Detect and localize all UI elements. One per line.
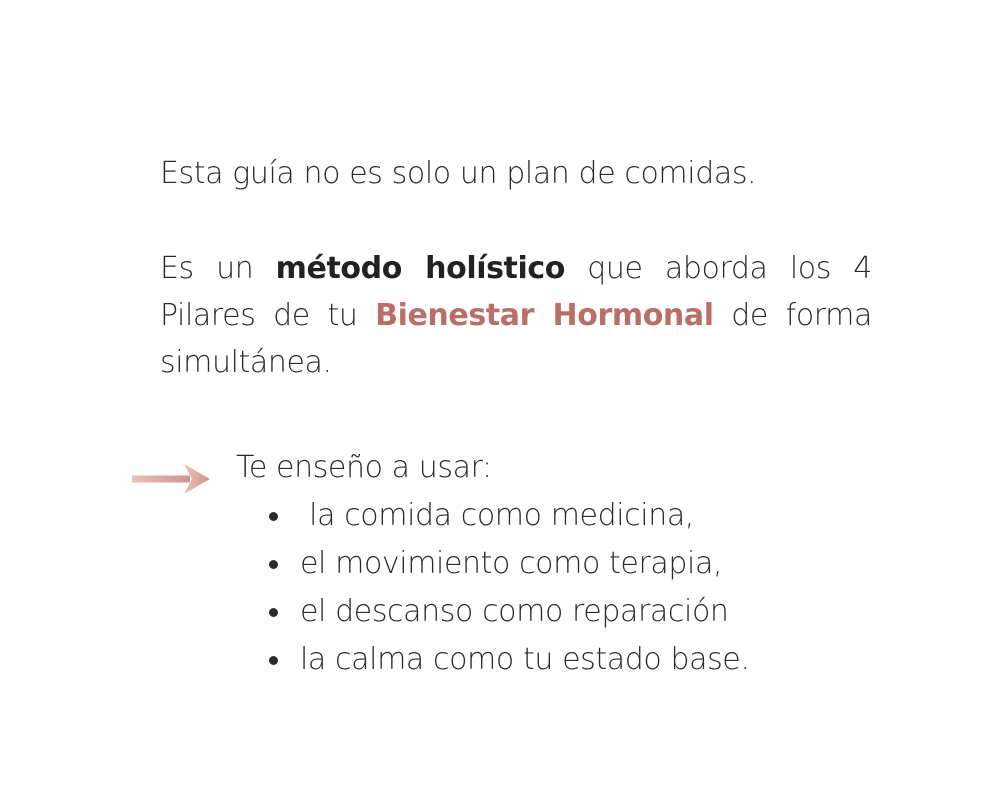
list-item-text: la calma como tu estado base. <box>300 642 750 677</box>
method-text-2: que aborda los 4 Pilares de tu <box>160 251 872 333</box>
teach-list <box>236 492 836 684</box>
bullet-icon <box>269 656 278 665</box>
list-item-text: la comida como medicina, <box>300 498 694 533</box>
method-text-1: Es un <box>160 251 276 286</box>
bullet-icon <box>269 608 278 617</box>
list-item <box>266 588 836 636</box>
method-bold-phrase: método holístico <box>275 251 565 286</box>
list-item-text: el movimiento como terapia, <box>300 546 723 581</box>
arrow-right-icon <box>132 462 212 496</box>
method-text-3: de forma simultánea. <box>160 298 872 380</box>
bullet-icon <box>269 512 278 521</box>
method-paragraph <box>160 245 872 386</box>
list-item-text: el descanso como reparación <box>300 594 729 629</box>
list-item <box>266 636 836 684</box>
list-item <box>266 492 836 540</box>
bullet-icon <box>269 560 278 569</box>
teach-lead: Te enseño a usar: <box>236 450 492 485</box>
method-accent-phrase: Bienestar Hormonal <box>375 298 714 333</box>
intro-paragraph: Esta guía no es solo un plan de comidas. <box>160 156 757 191</box>
list-item <box>266 540 836 588</box>
teach-section <box>236 444 836 684</box>
